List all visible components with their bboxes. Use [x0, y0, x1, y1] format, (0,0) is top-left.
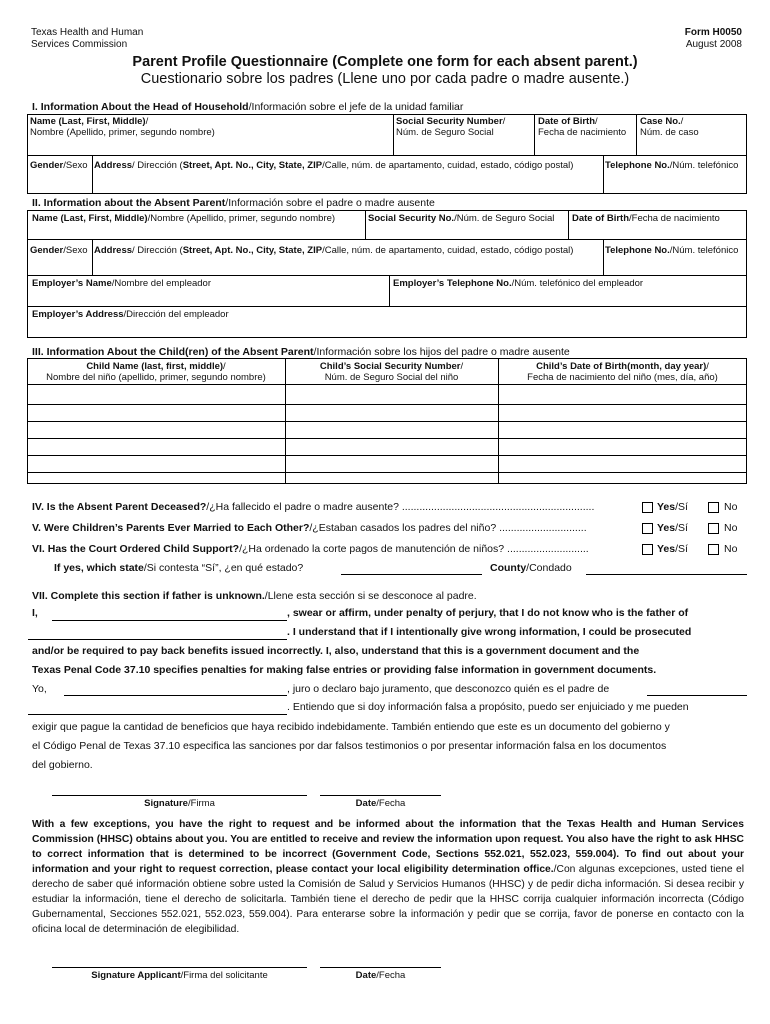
declaration-en-line3: and/or be required to pay back benefits issued incorrectly. I, also, understand that this is a government document and the — [32, 645, 640, 657]
section1-heading: I. Information About the Head of Household/Información sobre el jefe de la unidad familiar — [32, 101, 464, 113]
hoh-telephone-field[interactable]: Telephone No./Núm. telefónico — [605, 160, 739, 171]
ap-address-field[interactable]: Address/ Dirección (Street, Apt. No., City, State, ZIP/Calle, núm. de apartamento, cuidad, estado, código postal) — [94, 245, 574, 256]
i-label: I, — [32, 607, 38, 619]
married-no-checkbox[interactable] — [708, 523, 719, 534]
deceased-no-checkbox[interactable] — [708, 502, 719, 513]
question-deceased: IV. Is the Absent Parent Deceased?/¿Ha fallecido el padre o madre ausente? .................................................................. — [32, 501, 595, 513]
child-name-line-es-b[interactable] — [28, 714, 287, 715]
state-question: If yes, which state/Si contesta “Sí”, ¿en qué estado? — [54, 562, 304, 574]
agency-line2: Services Commission — [31, 39, 128, 50]
child-ssn-header: Child’s Social Security Number/ Núm. de Seguro Social del niño — [319, 361, 464, 383]
form-date: August 2008 — [685, 39, 742, 50]
hoh-dob-field[interactable]: Date of Birth/ Fecha de nacimiento — [538, 116, 627, 138]
ap-gender-field[interactable]: Gender/Sexo — [30, 245, 88, 256]
understand-text: . I understand that if I intentionally give wrong information, I could be prosecuted — [287, 626, 692, 638]
married-no-label: No — [724, 522, 738, 534]
question-married: V. Were Children’s Parents Ever Married to Each Other?/¿Estaban casados los padres del niño? .............................. — [32, 522, 587, 534]
signature-label-1: Signature/Firma — [144, 798, 215, 809]
employer-name-field[interactable]: Employer’s Name/Nombre del empleador — [32, 278, 212, 289]
applicant-signature-line[interactable] — [52, 967, 307, 968]
ap-name-field[interactable]: Name (Last, First, Middle)/Nombre (Apellido, primer, segundo nombre) — [32, 213, 336, 224]
form-id — [685, 27, 742, 51]
child-dob-header: Child’s Date of Birth(month, day year)/ Fecha de nacimiento del niño (mes, día, año) — [527, 361, 718, 383]
date-line-1[interactable] — [320, 795, 441, 796]
ap-dob-field[interactable]: Date of Birth/Fecha de nacimiento — [572, 213, 720, 224]
county-label: County/Condado — [490, 562, 572, 574]
question-child-support: VI. Has the Court Ordered Child Support?/¿Ha ordenado la corte pagos de manutención de niños? ............................ — [32, 543, 589, 555]
employer-address-field[interactable]: Employer’s Address/Dirección del empleador — [32, 309, 229, 320]
support-yes-label: Yes/Sí — [657, 543, 688, 555]
declarant-name-line-en[interactable] — [52, 620, 287, 621]
ap-telephone-field[interactable]: Telephone No./Núm. telefónico — [605, 245, 739, 256]
declaration-es-line3: exigir que pague la cantidad de beneficios que haya recibido indebidamente. También entiendo que este es un documento del gobierno y — [32, 721, 670, 733]
declaration-es-line5: del gobierno. — [32, 759, 93, 771]
swear-text: , swear or affirm, under penalty of perjury, that I do not know who is the father of — [287, 607, 689, 619]
section2-heading: II. Information about the Absent Parent/Información sobre el padre o madre ausente — [32, 197, 435, 209]
child-name-line-es-a[interactable] — [647, 695, 747, 696]
deceased-yes-checkbox[interactable] — [642, 502, 653, 513]
deceased-no-label: No — [724, 501, 738, 513]
section3-heading: III. Information About the Child(ren) of the Absent Parent/Información sobre los hijos del padre o madre ausente — [32, 346, 570, 358]
section7-heading: VII. Complete this section if father is unknown./Llene esta sección si se desconoce al padre. — [32, 590, 477, 602]
declaration-en-line4: Texas Penal Code 37.10 specifies penalties for making false entries or providing false information in government documents. — [32, 664, 657, 676]
employer-telephone-field[interactable]: Employer’s Telephone No./Núm. telefónico del empleador — [393, 278, 644, 289]
married-yes-label: Yes/Sí — [657, 522, 688, 534]
date-label-2: Date/Fecha — [355, 970, 406, 981]
hoh-gender-field[interactable]: Gender/Sexo — [30, 160, 88, 171]
child-name-line-en[interactable] — [28, 639, 287, 640]
juro-text: , juro o declaro bajo juramento, que desconozco quién es el padre de — [287, 683, 610, 695]
hoh-address-field[interactable]: Address/ Dirección (Street, Apt. No., City, State, ZIP/Calle, núm. de apartamento, cuidad, estado, código postal) — [94, 160, 574, 171]
declaration-es-line4: el Código Penal de Texas 37.10 especifica las sanciones por dar falsos testimonios o por presentar información falsa en los documentos — [32, 740, 667, 752]
title-english: Parent Profile Questionnaire (Complete one form for each absent parent.) — [132, 54, 638, 70]
deceased-yes-label: Yes/Sí — [657, 501, 688, 513]
agency-line1: Texas Health and Human — [31, 27, 144, 38]
yo-label: Yo, — [32, 683, 47, 695]
state-input-line[interactable] — [341, 574, 482, 575]
signature-line-1[interactable] — [52, 795, 307, 796]
date-line-2[interactable] — [320, 967, 441, 968]
entiendo-text: . Entiendo que si doy información falsa a propósito, puedo ser enjuiciado y me pueden — [287, 701, 689, 713]
title-spanish: Cuestionario sobre los padres (Llene uno por cada padre o madre ausente.) — [140, 71, 630, 87]
privacy-notice: With a few exceptions, you have the right to request and be informed about the information that the Texas Health and Human Services Commission (HHSC) obtains about you. You are entitled to receive and review the information upon request. You also have the right to ask HHSC to correct information that is determined to be incorrect (Government Code, Sections 552.021, 552.023, 559.004). To find out about your information and your right to request correction, please contact your local eligibility determination office./Con algunas excepciones, usted tiene el derecho de saber qué información obtiene sobre usted la Comisión de Salud y Servicios Humanos (HHSC) y de pedir dicha información. Si desea recibir y estudiar la información, tiene el derecho de solicitarla. También tiene el derecho de pedir que la HHSC corrija cualquier información incorrecta (Código Gubernamental, Secciones 552.021, 552.023, 559.004). Para enterarse sobre la información y pedir que se corrija, favor de ponerse en contacto con la oficina local de determinación de elegibilidad. — [32, 819, 744, 935]
declarant-name-line-es[interactable] — [64, 695, 287, 696]
ap-ssn-field[interactable]: Social Security No./Núm. de Seguro Social — [368, 213, 555, 224]
agency-name — [31, 27, 143, 51]
form-number: Form H0050 — [684, 27, 742, 38]
married-yes-checkbox[interactable] — [642, 523, 653, 534]
support-no-label: No — [724, 543, 738, 555]
hoh-ssn-field[interactable]: Social Security Number/ Núm. de Seguro Social — [396, 116, 506, 138]
support-no-checkbox[interactable] — [708, 544, 719, 555]
case-number-field[interactable]: Case No./ Núm. de caso — [640, 116, 699, 138]
applicant-signature-label: Signature Applicant/Firma del solicitante — [91, 970, 268, 981]
support-yes-checkbox[interactable] — [642, 544, 653, 555]
county-input-line[interactable] — [586, 574, 747, 575]
child-name-header: Child Name (last, first, middle)/ Nombre del niño (apellido, primer, segundo nombre) — [46, 361, 266, 383]
date-label-1: Date/Fecha — [355, 798, 406, 809]
hoh-name-field[interactable]: Name (Last, First, Middle)/ Nombre (Apellido, primer, segundo nombre) — [30, 116, 215, 138]
